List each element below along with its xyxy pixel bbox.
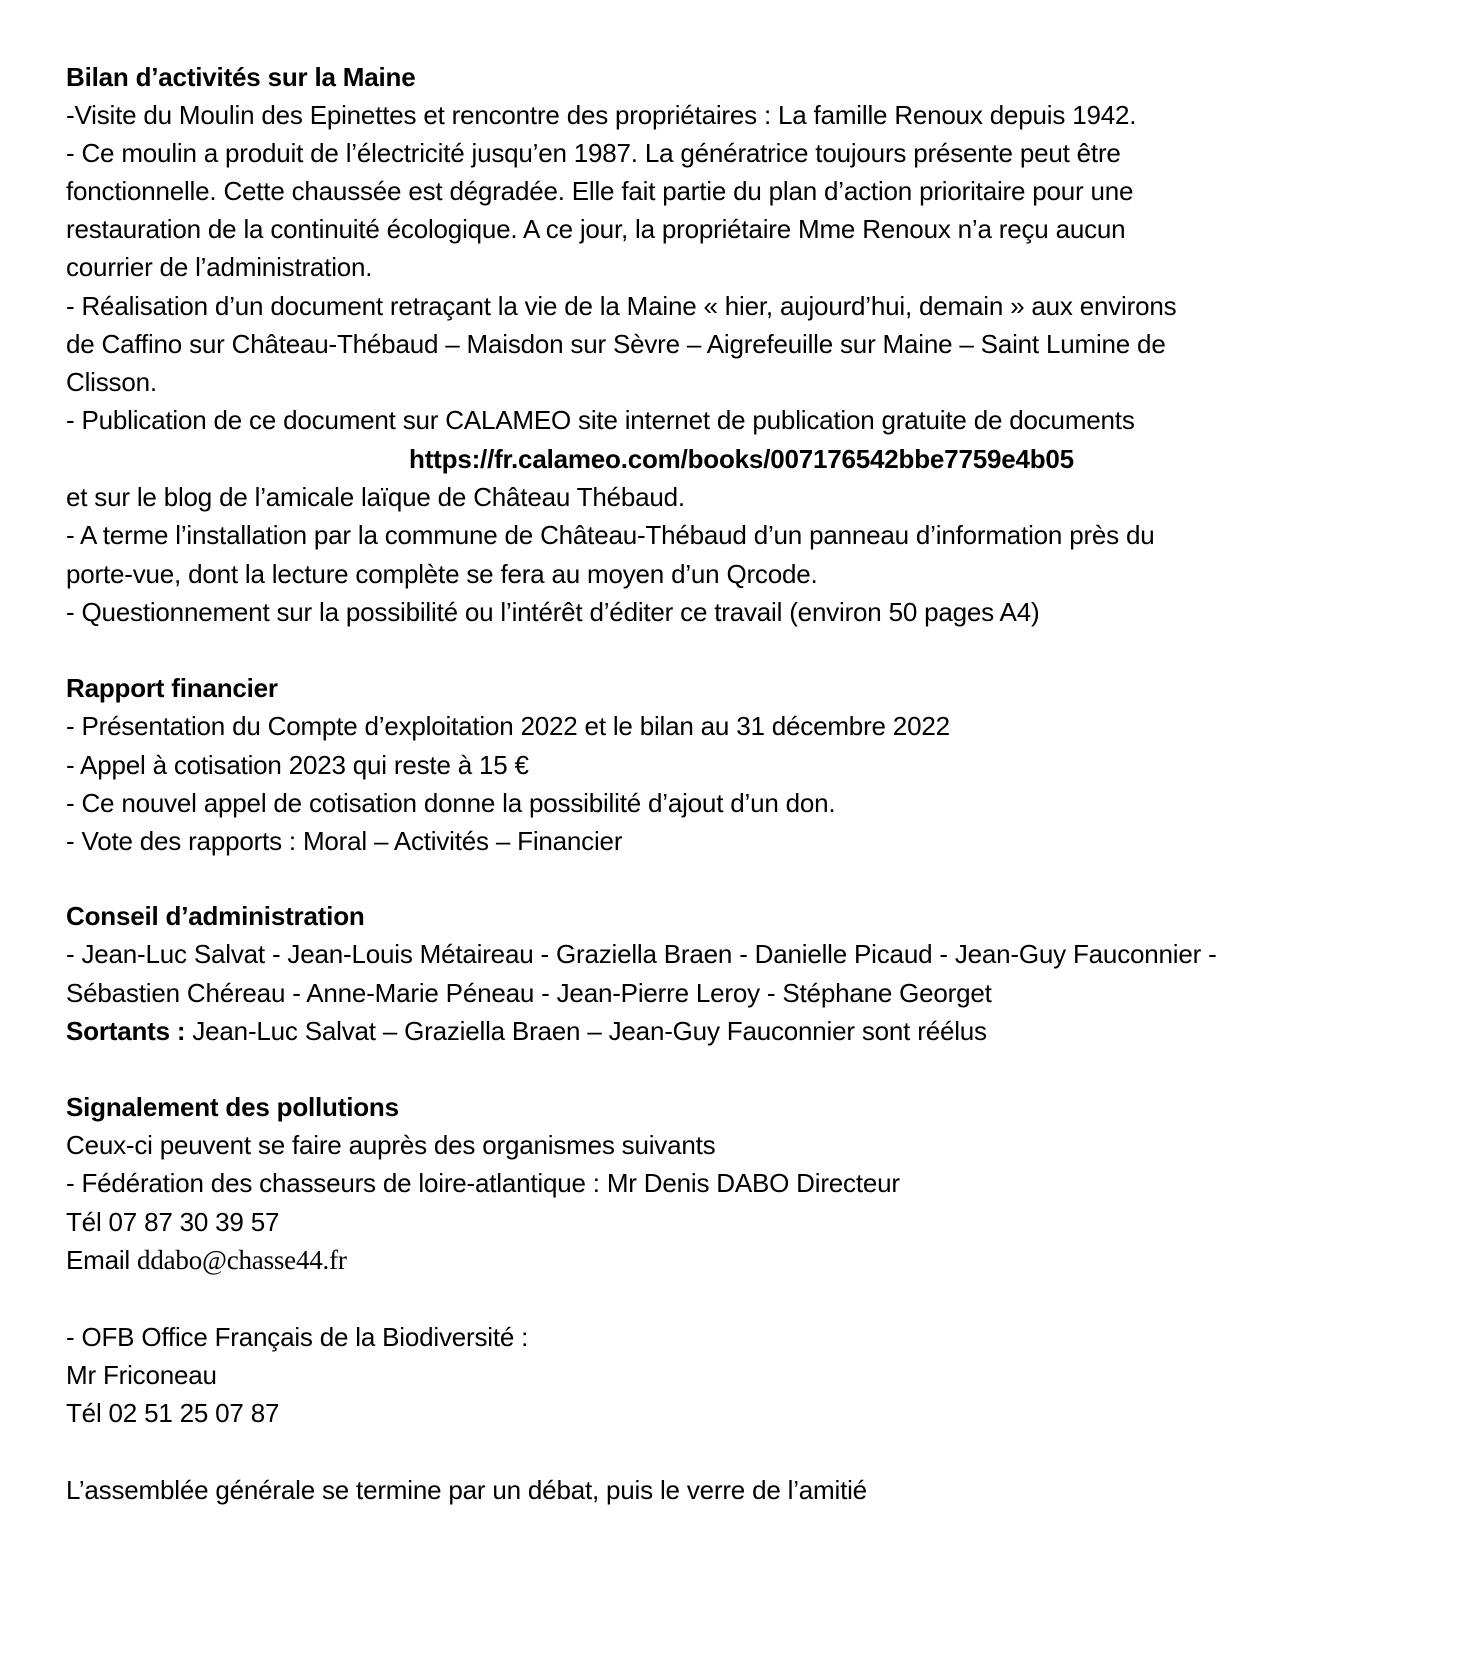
conseil-members-line: Sébastien Chéreau - Anne-Marie Péneau - Jean-Pierre Leroy - Stéphane Georget [66,978,992,1008]
bilan-line: - Réalisation d’un document retraçant la vie de la Maine « hier, aujourd’hui, demain » aux environs [66,291,1177,321]
rapport-line: - Vote des rapports : Moral – Activités – Financier [66,826,623,856]
bilan-line: - Publication de ce document sur CALAMEO site internet de publication gratuite de documents [66,405,1135,435]
conseil-sortants-line [66,1012,1426,1050]
calameo-url-link[interactable]: https://fr.calameo.com/books/007176542bbe7759e4b05 [409,444,1074,474]
bilan-line: Clisson. [66,367,157,397]
sortants-label: Sortants : [66,1016,186,1046]
conseil-members-line: - Jean-Luc Salvat - Jean-Louis Métaireau - Graziella Braen - Danielle Picaud - Jean-Guy Fauconnier - [66,939,1217,969]
section-heading-conseil: Conseil d’administration [66,901,365,931]
sortants-text: Jean-Luc Salvat – Graziella Braen – Jean-Guy Fauconnier sont réélus [185,1016,987,1046]
bilan-line: et sur le blog de l’amicale laïque de Château Thébaud. [66,482,685,512]
signalement-intro: Ceux-ci peuvent se faire auprès des organismes suivants [66,1130,716,1160]
bilan-line: porte-vue, dont la lecture complète se fera au moyen d’un Qrcode. [66,559,818,589]
bilan-line: de Caffino sur Château-Thébaud – Maisdon sur Sèvre – Aigrefeuille sur Maine – Saint Lumine de [66,329,1166,359]
bilan-line: -Visite du Moulin des Epinettes et rencontre des propriétaires : La famille Renoux depuis 1942. [66,100,1137,130]
section-heading-bilan: Bilan d’activités sur la Maine [66,62,416,92]
rapport-line: - Présentation du Compte d’exploitation 2022 et le bilan au 31 décembre 2022 [66,711,950,741]
ofb-phone: Tél 02 51 25 07 87 [66,1398,280,1428]
bilan-line: - Ce moulin a produit de l’électricité jusqu’en 1987. La génératrice toujours présente peut être [66,138,1121,168]
rapport-line: - Appel à cotisation 2023 qui reste à 15 € [66,750,529,780]
bilan-line: fonctionnelle. Cette chaussée est dégradée. Elle fait partie du plan d’action prioritaire pour une [66,176,1134,206]
federation-phone: Tél 07 87 30 39 57 [66,1207,280,1237]
bilan-line: courrier de l’administration. [66,252,373,282]
bilan-line: - A terme l’installation par la commune de Château-Thébaud d’un panneau d’information près du [66,520,1155,550]
email-label: Email [66,1245,138,1275]
bilan-line: restauration de la continuité écologique. A ce jour, la propriétaire Mme Renoux n’a reçu aucun [66,214,1126,244]
email-link[interactable]: ddabo@chasse44.fr [137,1245,347,1275]
closing-line: L’assemblée générale se termine par un débat, puis le verre de l’amitié [66,1475,867,1505]
federation-email-line [66,1241,1426,1279]
federation-line: - Fédération des chasseurs de loire-atlantique : Mr Denis DABO Directeur [66,1168,900,1198]
bilan-line: - Questionnement sur la possibilité ou l’intérêt d’éditer ce travail (environ 50 pages A4) [66,597,1040,627]
ofb-contact: Mr Friconeau [66,1360,217,1390]
section-heading-signalement: Signalement des pollutions [66,1092,399,1122]
rapport-line: - Ce nouvel appel de cotisation donne la possibilité d’ajout d’un don. [66,788,836,818]
ofb-line: - OFB Office Français de la Biodiversité : [66,1322,529,1352]
section-heading-rapport: Rapport financier [66,673,278,703]
